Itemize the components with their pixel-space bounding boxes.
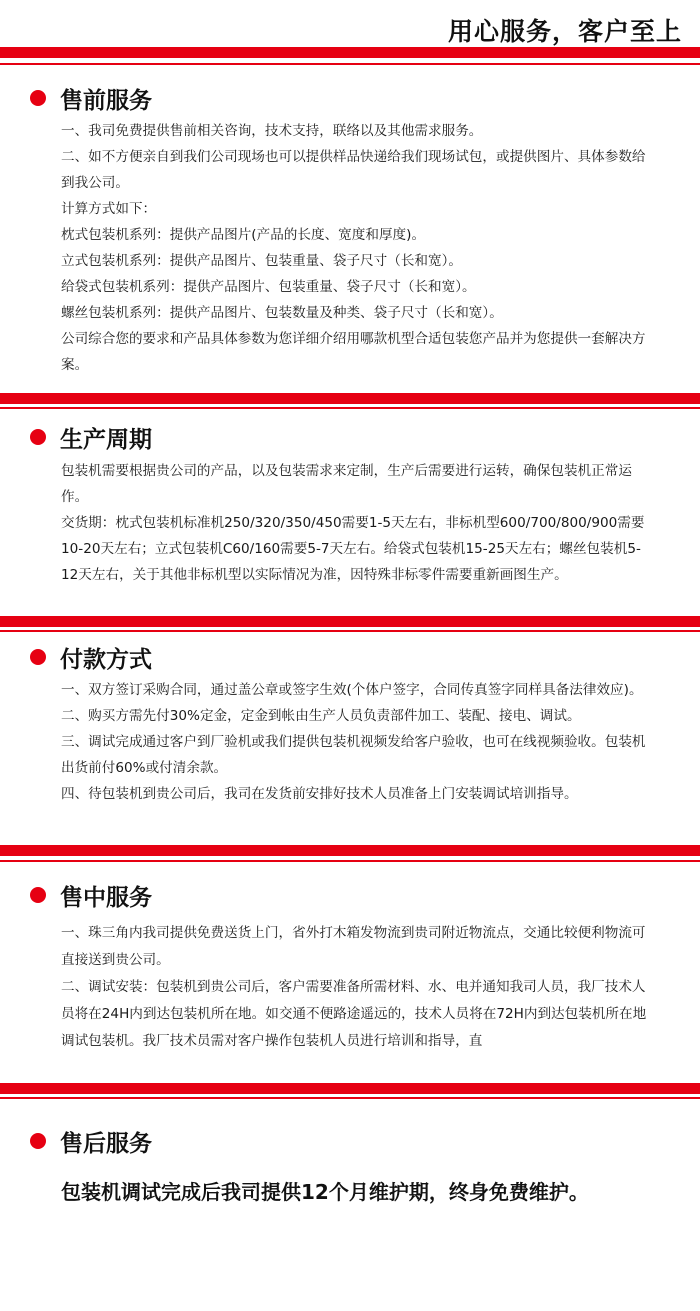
paragraph: 三、调试完成通过客户到厂验机或我们提供包装机视频发给客户验收，也可在线视频验收。包装机出货前付60%或付清余款。 [61, 734, 646, 776]
section-title: 售前服务 [60, 87, 152, 114]
paragraph: 计算方式如下： [61, 201, 157, 217]
paragraph: 二、调试安装：包装机到贵公司后，客户需要准备所需材料、水、电并通知我司人员，我厂技术人员将在24H内到达包装机所在地。如交通不便路途遥远的，技术人员将在72H内到达包装机所在地调试包装机。我厂技术员需对客户操作包装机人员进行培训和指导，直 [61, 979, 647, 1049]
header-divider-thick [0, 47, 700, 58]
section-divider-thin [0, 860, 700, 862]
section-after-sales-heading [30, 1124, 152, 1158]
red-bullet-icon [30, 1133, 46, 1149]
paragraph: 给袋式包装机系列：提供产品图片、包装重量、袋子尺寸（长和宽）。 [61, 279, 476, 295]
paragraph: 四、待包装机到贵公司后，我司在发货前安排好技术人员准备上门安装调试培训指导。 [61, 786, 578, 802]
paragraph: 二、购买方需先付30%定金，定金到帐由生产人员负责部件加工、装配、接电、调试。 [61, 708, 581, 724]
after-sales-highlight-text: 包装机调试完成后我司提供12个月维护期，终身免费维护。 [61, 1180, 589, 1204]
section-presales-body [61, 118, 651, 378]
section-presales-heading [30, 81, 152, 115]
section-production-body [61, 458, 651, 588]
header-divider-thin [0, 63, 700, 65]
section-payment-heading [30, 640, 152, 674]
paragraph: 一、珠三角内我司提供免费送货上门，省外打木箱发物流到贵司附近物流点，交通比较便利物流可直接送到贵公司。 [61, 925, 646, 968]
section-in-sale-body [61, 920, 651, 1055]
section-divider-thin [0, 1097, 700, 1099]
red-bullet-icon [30, 887, 46, 903]
section-in-sale-heading [30, 878, 152, 912]
section-title: 售中服务 [60, 884, 152, 911]
section-divider-thick [0, 393, 700, 404]
red-bullet-icon [30, 429, 46, 445]
section-production-heading [30, 420, 152, 454]
paragraph: 包装机需要根据贵公司的产品，以及包装需求来定制，生产后需要进行运转，确保包装机正常运作。 [61, 463, 632, 505]
paragraph: 公司综合您的要求和产品具体参数为您详细介绍用哪款机型合适包装您产品并为您提供一套解决方案。 [61, 331, 646, 373]
paragraph: 交货期：枕式包装机标准机250/320/350/450需要1-5天左右，非标机型600/700/800/900需要10-20天左右；立式包装机C60/160需要5-7天左右。给袋式包装机15-25天左右；螺丝包装机5-12天左右，关于其他非标机型以实际情况为准，因特殊非标零件需要重新画图生产。 [61, 515, 645, 583]
paragraph: 立式包装机系列：提供产品图片、包装重量、袋子尺寸（长和宽）。 [61, 253, 463, 269]
section-divider-thin [0, 407, 700, 409]
section-divider-thin [0, 630, 700, 632]
section-title: 生产周期 [60, 426, 152, 453]
paragraph: 二、如不方便亲自到我们公司现场也可以提供样品快递给我们现场试包，或提供图片、具体参数给到我公司。 [61, 149, 646, 191]
paragraph: 螺丝包装机系列：提供产品图片、包装数量及种类、袋子尺寸（长和宽）。 [61, 305, 503, 321]
red-bullet-icon [30, 649, 46, 665]
section-title: 售后服务 [60, 1130, 152, 1157]
section-divider-thick [0, 845, 700, 856]
section-payment-body [61, 677, 651, 807]
paragraph: 枕式包装机系列：提供产品图片(产品的长度、宽度和厚度)。 [61, 227, 426, 243]
page-header-title: 用心服务，客户至上 [447, 17, 682, 46]
red-bullet-icon [30, 90, 46, 106]
section-divider-thick [0, 1083, 700, 1094]
paragraph: 一、我司免费提供售前相关咨询，技术支持，联络以及其他需求服务。 [61, 123, 483, 139]
paragraph: 一、双方签订采购合同，通过盖公章或签字生效(个体户签字，合同传真签字同样具备法律效应)。 [61, 682, 643, 698]
section-title: 付款方式 [60, 646, 152, 673]
section-divider-thick [0, 616, 700, 627]
